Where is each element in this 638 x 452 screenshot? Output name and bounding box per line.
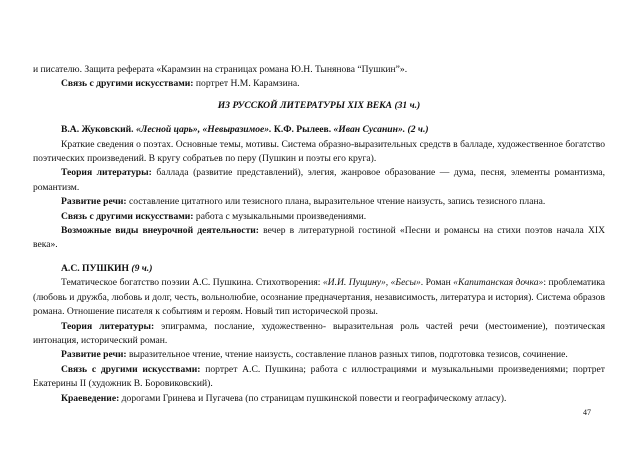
label-speech: Развитие речи: [61,349,127,361]
novel-title: «Капитанская дочка» [453,277,544,289]
paragraph-speech [33,348,605,362]
text-arts: работа с музыкальными произведениями. [193,210,367,222]
paragraph-arts [33,210,605,224]
label-arts: Связь с другими искусствами: [61,210,194,222]
text-theory: баллада (развитие представлений), элегия, жанровое образование — дума, песня, элементы романтизма, романтизм. [33,167,606,193]
text-speech: выразительное чтение, чтение наизусть, составление планов разных типов, подготовка тезисов, сочинение. [126,349,568,361]
label-theory: Теория литературы: [61,167,152,179]
label-arts: Связь с другими искусствами: [61,78,194,90]
desc-text: : проблематика (любовь и дружба, любовь и долг, честь, вольнолюбие, осознание предначертания, независимость, литература и история). Система образов романа. Отношение писателя к событиям и героям. Новый тип исторической прозы. [33,277,605,318]
author-name: А.С. ПУШКИН [61,262,129,274]
paragraph-description [33,276,605,319]
paragraph-continuation: и писателю. Защита реферата «Карамзин на страницах романа Ю.Н. Тынянова “Пушкин”». [33,64,408,75]
text-local-history: дорогами Гринева и Пугачева (по страницам пушкинской повести и географическому атласу). [119,392,507,404]
paragraph-description: Краткие сведения о поэтах. Основные темы, мотивы. Система образно-выразительных средств в балладе, художественное богатство поэтических произведений. В кругу собратьев по перу (Пушкин и поэты его круга). [33,138,605,165]
label-speech: Развитие речи: [61,196,127,208]
paragraph-local-history [33,392,605,406]
author-line-zhukovsky [33,123,605,137]
paragraph-theory [33,166,605,195]
author-name: В.А. Жуковский. [61,124,134,136]
paragraph-arts-karamzin [33,77,605,91]
poems-title: «И.И. Пущину», «Бесы» [322,277,421,289]
hours-count: (9 ч.) [128,262,153,274]
label-arts: Связь с другими искусствами: [61,363,201,375]
author-name-2: К.Ф. Рылеев. [271,124,332,136]
hours-count: (2 ч.) [405,124,429,136]
desc-text: . Роман [420,277,454,289]
works-title: «Лесной царь», «Невыразимое». [133,124,272,136]
paragraph-arts [33,363,605,392]
text-arts: портрет А.С. Пушкина; работа с иллюстрациями и музыкальными произведениями; портрет Екатерины II (художник В. Боровиковский). [33,363,605,390]
text-extracurricular: вечер в литературной гостиной «Песни и романсы на стихи поэтов начала XIX века». [33,225,606,251]
label-local-history: Краеведение: [61,392,120,404]
text-speech: составление цитатного или тезисного плана, выразительное чтение наизусть, запись тезисного плана. [126,196,546,208]
document-page [33,63,605,406]
author-line-pushkin [33,262,605,276]
works-title-2: «Иван Сусанин». [331,124,406,136]
text-theory: эпиграмма, послание, художественно- выразительная роль частей речи (местоимение), поэтическая интонация, исторический роман. [33,320,605,346]
label-extracurricular: Возможные виды внеурочной деятельности: [61,225,260,237]
paragraph-speech [33,195,605,209]
paragraph-extracurricular [33,224,605,253]
section-heading: ИЗ РУССКОЙ ЛИТЕРАТУРЫ XIX ВЕКА (31 ч.) [217,99,421,111]
paragraph-theory [33,320,605,349]
label-theory: Теория литературы: [61,320,155,332]
desc-text: Тематическое богатство поэзии А.С. Пушкина. Стихотворения: [61,277,323,289]
page-number: 47 [583,408,591,417]
text-arts: портрет Н.М. Карамзина. [193,78,300,90]
